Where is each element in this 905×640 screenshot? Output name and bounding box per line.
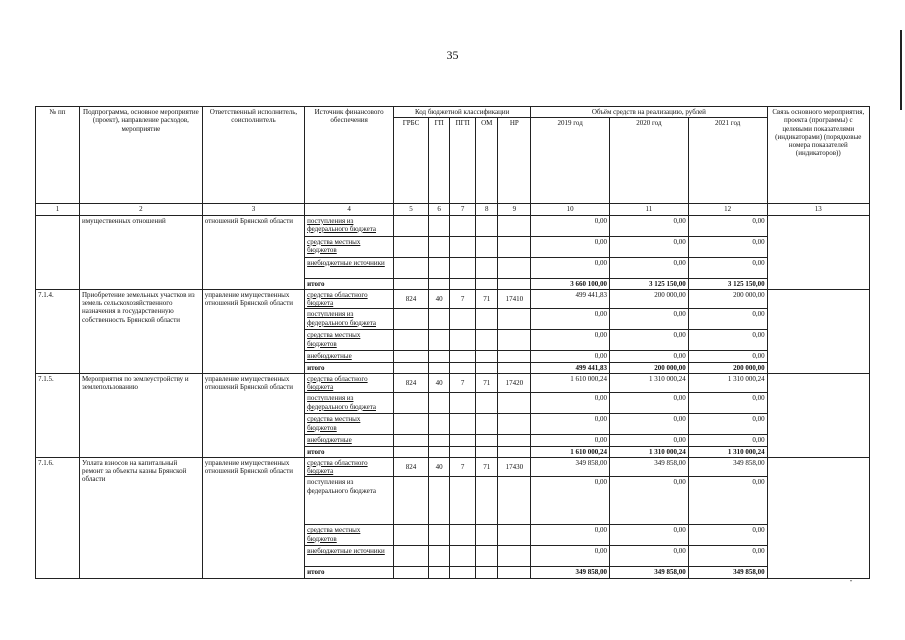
col-number: 1	[36, 204, 80, 215]
total-2021: 1 310 000,24	[688, 446, 767, 457]
indicator-link	[767, 289, 869, 373]
indicator-link	[767, 215, 869, 289]
value-2021: 0,00	[688, 236, 767, 257]
value-2019: 0,00	[531, 435, 610, 446]
total-2020: 1 310 000,24	[610, 446, 689, 457]
page-number: 35	[446, 48, 459, 62]
item-responsible: управление имущественных отношений Брянской области	[202, 373, 304, 457]
total-2020: 200 000,00	[610, 362, 689, 373]
col-number: 10	[531, 204, 610, 215]
item-responsible: управление имущественных отношений Брянской области	[202, 289, 304, 373]
funding-source: средства областного бюджета	[305, 289, 394, 309]
value-2021: 1 310 000,24	[688, 373, 767, 393]
value-2020: 0,00	[610, 236, 689, 257]
value-2019: 0,00	[531, 546, 610, 567]
value-2019: 0,00	[531, 257, 610, 278]
value-2019: 499 441,83	[531, 289, 610, 309]
value-2019: 0,00	[531, 393, 610, 414]
total-2019: 3 660 100,00	[531, 278, 610, 289]
code-om: 71	[475, 457, 498, 477]
code-gp: 40	[428, 289, 449, 309]
funding-source: внебюджетные источники	[305, 257, 394, 278]
indicator-link	[767, 373, 869, 457]
header-responsible: Ответственный исполнитель, соисполнитель	[202, 107, 304, 204]
col-number: 6	[428, 204, 449, 215]
header-row	[36, 107, 870, 118]
funding-source: поступления из федерального бюджета	[305, 215, 394, 236]
value-2021: 0,00	[688, 330, 767, 351]
total-2019: 349 858,00	[531, 567, 610, 578]
header-link: Связь основного мероприятия, проекта (программы) с целевыми показателями (индикаторами) (порядковые номера показателей (индикаторов))	[767, 107, 869, 204]
header-volume-group: Объём средств на реализацию, рублей	[531, 107, 767, 118]
code-pgp: 7	[450, 289, 476, 309]
value-2019: 0,00	[531, 414, 610, 435]
value-2019: 0,00	[531, 330, 610, 351]
value-2021: 0,00	[688, 546, 767, 567]
funding-source: внебюджетные	[305, 351, 394, 362]
code-om: 71	[475, 289, 498, 309]
code-np: 17420	[498, 373, 531, 393]
value-2019: 349 858,00	[531, 457, 610, 477]
funding-source: поступления из федерального бюджета	[305, 477, 394, 525]
value-2020: 200 000,00	[610, 289, 689, 309]
value-2020: 0,00	[610, 309, 689, 330]
item-responsible: управление имущественных отношений Брянской области	[202, 457, 304, 578]
value-2020: 0,00	[610, 351, 689, 362]
col-number: 9	[498, 204, 531, 215]
value-2021: 0,00	[688, 414, 767, 435]
header-code-group: Код бюджетной классификации	[394, 107, 531, 118]
value-2021: 0,00	[688, 309, 767, 330]
table-row	[36, 215, 870, 236]
code-gp: 40	[428, 373, 449, 393]
code-pgp: 7	[450, 373, 476, 393]
value-2021: 200 000,00	[688, 289, 767, 309]
col-number: 12	[688, 204, 767, 215]
code-grbs: 824	[394, 289, 429, 309]
funding-source: средства местных бюджетов	[305, 236, 394, 257]
funding-source: средства местных бюджетов	[305, 525, 394, 546]
corner-mark: "	[850, 580, 853, 586]
header-grbs: ГРБС	[394, 118, 429, 204]
value-2021: 0,00	[688, 477, 767, 525]
code-np: 17410	[498, 289, 531, 309]
header-name: Подпрограмма, основное мероприятие (проект), направление расходов, мероприятие	[80, 107, 203, 204]
header-2020: 2020 год	[610, 118, 689, 204]
col-number: 2	[80, 204, 203, 215]
value-2020: 349 858,00	[610, 457, 689, 477]
value-2019: 0,00	[531, 477, 610, 525]
value-2021: 0,00	[688, 393, 767, 414]
col-number: 5	[394, 204, 429, 215]
header-gp: ГП	[428, 118, 449, 204]
funding-source: средства областного бюджета	[305, 457, 394, 477]
item-number: 7.1.6.	[36, 457, 80, 578]
item-name: Уплата взносов на капитальный ремонт за объекты казны Брянской области	[80, 457, 203, 578]
funding-source: итого	[305, 446, 394, 457]
code-gp: 40	[428, 457, 449, 477]
header-om: ОМ	[475, 118, 498, 204]
value-2020: 0,00	[610, 215, 689, 236]
funding-source: итого	[305, 362, 394, 373]
value-2020: 0,00	[610, 330, 689, 351]
item-number	[36, 215, 80, 289]
value-2020: 0,00	[610, 525, 689, 546]
item-name: Мероприятия по землеустройству и землепользованию	[80, 373, 203, 457]
header-2019: 2019 год	[531, 118, 610, 204]
column-number-row	[36, 204, 870, 215]
code-grbs: 824	[394, 373, 429, 393]
value-2021: 349 858,00	[688, 457, 767, 477]
total-2020: 3 125 150,00	[610, 278, 689, 289]
col-number: 7	[450, 204, 476, 215]
item-number: 7.1.5.	[36, 373, 80, 457]
item-name: имущественных отношений	[80, 215, 203, 289]
table-row	[36, 373, 870, 393]
col-number: 3	[202, 204, 304, 215]
total-2021: 349 858,00	[688, 567, 767, 578]
total-2019: 1 610 000,24	[531, 446, 610, 457]
value-2020: 0,00	[610, 435, 689, 446]
value-2021: 0,00	[688, 215, 767, 236]
col-number: 13	[767, 204, 869, 215]
value-2020: 1 310 000,24	[610, 373, 689, 393]
funding-source: внебюджетные	[305, 435, 394, 446]
value-2019: 0,00	[531, 215, 610, 236]
item-responsible: отношений Брянской области	[202, 215, 304, 289]
value-2020: 0,00	[610, 414, 689, 435]
table-row	[36, 457, 870, 477]
code-grbs: 824	[394, 457, 429, 477]
budget-table	[35, 106, 870, 579]
header-source: Источник финансового обеспечения	[305, 107, 394, 204]
value-2021: 0,00	[688, 257, 767, 278]
value-2020: 0,00	[610, 257, 689, 278]
value-2021: 0,00	[688, 435, 767, 446]
funding-source: средства местных бюджетов	[305, 330, 394, 351]
total-2021: 3 125 150,00	[688, 278, 767, 289]
indicator-link	[767, 457, 869, 578]
total-2020: 349 858,00	[610, 567, 689, 578]
col-number: 11	[610, 204, 689, 215]
funding-source: поступления из федерального бюджета	[305, 393, 394, 414]
col-number: 4	[305, 204, 394, 215]
table-row	[36, 289, 870, 309]
value-2019: 0,00	[531, 351, 610, 362]
total-2021: 200 000,00	[688, 362, 767, 373]
code-om: 71	[475, 373, 498, 393]
value-2021: 0,00	[688, 351, 767, 362]
funding-source: средства местных бюджетов	[305, 414, 394, 435]
funding-source: поступления из федерального бюджета	[305, 309, 394, 330]
value-2019: 0,00	[531, 309, 610, 330]
value-2020: 0,00	[610, 477, 689, 525]
value-2019: 0,00	[531, 236, 610, 257]
code-pgp: 7	[450, 457, 476, 477]
value-2020: 0,00	[610, 546, 689, 567]
value-2021: 0,00	[688, 525, 767, 546]
value-2019: 1 610 000,24	[531, 373, 610, 393]
item-number: 7.1.4.	[36, 289, 80, 373]
value-2020: 0,00	[610, 393, 689, 414]
header-pgp: ПГП	[450, 118, 476, 204]
funding-source: средства областного бюджета	[305, 373, 394, 393]
header-2021: 2021 год	[688, 118, 767, 204]
margin-bar	[900, 30, 902, 110]
item-name: Приобретение земельных участков из земель сельскохозяйственного назначения в государственную собственность Брянской области	[80, 289, 203, 373]
funding-source: итого	[305, 567, 394, 578]
code-np: 17430	[498, 457, 531, 477]
header-no: № пп	[36, 107, 80, 204]
value-2019: 0,00	[531, 525, 610, 546]
header-np: НР	[498, 118, 531, 204]
funding-source: итого	[305, 278, 394, 289]
col-number: 8	[475, 204, 498, 215]
funding-source: внебюджетные источники	[305, 546, 394, 567]
total-2019: 499 441,83	[531, 362, 610, 373]
